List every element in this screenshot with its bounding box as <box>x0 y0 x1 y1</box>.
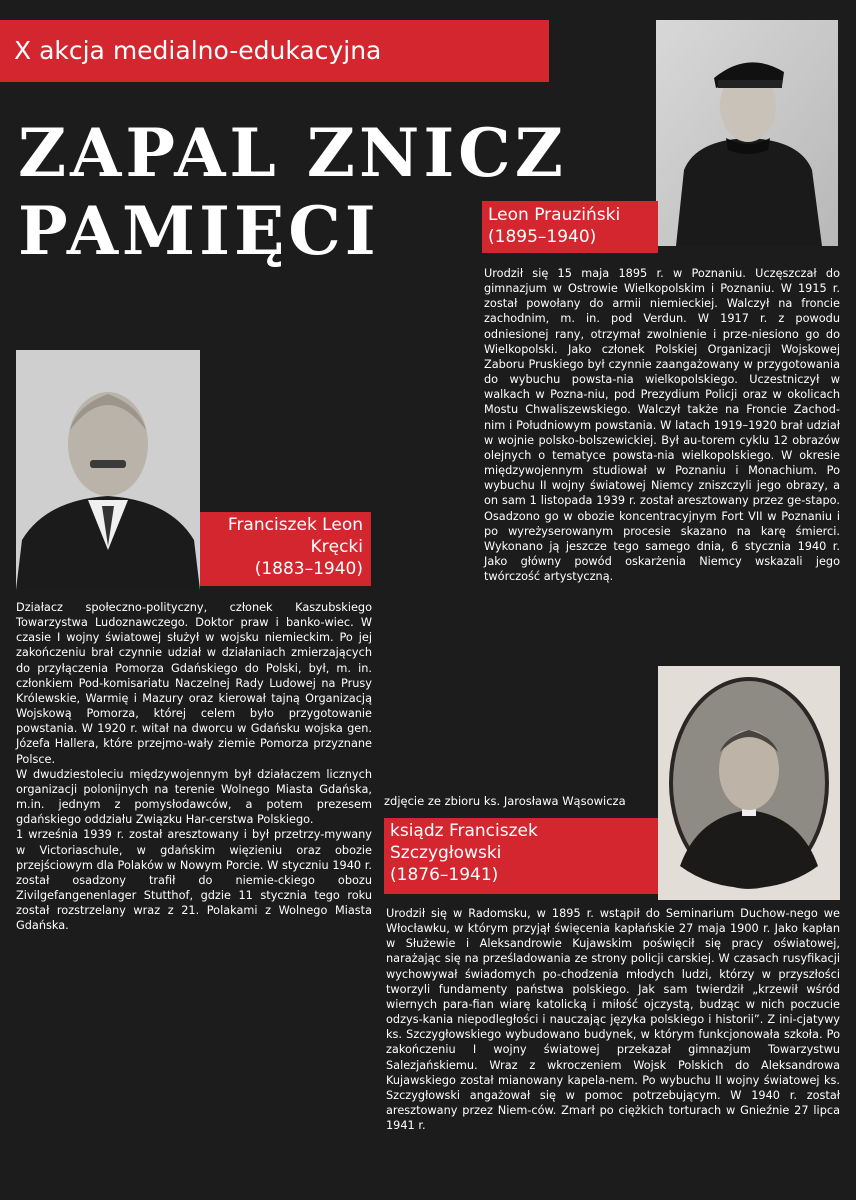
name-box-krecki <box>200 512 371 586</box>
poster-title-line-1: ZAPAL ZNICZ <box>18 114 567 192</box>
bio-paragraph: Urodził się 15 maja 1895 r. w Poznaniu. Uczęszczał do gimnazjum w Ostrowie Wielkopolskim i Poznaniu. W 1915 r. został powołany do armii niemieckiej. Walczył na froncie zachodnim, m. in. pod Verdun. W 1917 r. z powodu odniesionej rany, otrzymał zwolnienie i prze-niesiono go do Wielkopolski. Jako członek Polskiej Organizacji Wojskowej Zaboru Pruskiego był czynnie zaangażowany w przygotowania do wybuchu powsta-nia wielkopolskiego. Uczestniczył w walkach w Pozna-niu, pod Prezydium Policji oraz w okolicach Mostu Chwaliszewskiego. Walczył także na Froncie Zachod-nim i Południowym powstania. W latach 1919–1920 brał udział w wojnie polsko-bolszewickiej. Był au-torem cyklu 12 obrazów olejnych o tematyce powsta-nia wielkopolskiego. W okresie międzywojennym studiował w Poznaniu i Monachium. Po wybuchu II wojny światowej Niemcy zniszczyli jego obrazy, a on sam 1 listopada 1939 r. został aresztowany przez ge-stapo. Osadzono go w obozie koncentracyjnym Fort VII w Poznaniu i po wyreżyserowanym procesie skazano na karę śmierci. Wykonano ją jeszcze tego samego dnia, 6 stycznia 1940 r. Jako główny powód oskarżenia Niemcy wskazali jego twórczość artystyczną. <box>484 267 840 584</box>
bio-krecki <box>16 600 372 933</box>
portrait-photo-szczyglowski <box>658 666 840 900</box>
bio-paragraph: 1 września 1939 r. został aresztowany i był przetrzy-mywany w Victoriaschule, w gdańskim więzieniu oraz obozie przejściowym dla Polaków w Nowym Porcie. W styczniu 1940 r. został osadzony trafił do niemie-ckiego obozu Zivilgefangenenlager Stutthof, gdzie 11 stycznia tego roku został rozstrzelany wraz z 21. Polakami z Wolnego Miasta Gdańska. <box>16 828 372 933</box>
person-name-surname: Szczygłowski <box>390 843 502 863</box>
photo-caption: zdjęcie ze zbioru ks. Jarosława Wąsowicza <box>384 794 626 808</box>
bio-szczyglowski <box>386 906 840 1133</box>
person-dates: (1876–1941) <box>390 865 499 885</box>
person-dates: (1895–1940) <box>488 227 597 247</box>
person-name: ksiądz Franciszek <box>390 821 538 841</box>
portrait-photo-prauzinski <box>656 20 838 246</box>
poster-title-line-2: PAMIĘCI <box>18 192 380 270</box>
bio-paragraph: Działacz społeczno-polityczny, członek Kaszubskiego Towarzystwa Ludoznawczego. Doktor praw i banko-wiec. W czasie I wojny światowej służył w wojsku niemieckim. Po jej zakończeniu brał czynnie udział w działaniach zmierzających do przyłączenia Pomorza Gdańskiego do Polski, był, m. in. członkiem Pod-komisariatu Naczelnej Rady Ludowej na Prusy Królewskie, Warmię i Mazury oraz kierował tajną Organizacją Wojskową Pomorza, której celem było przygotowanie powstania. W 1920 r. witał na dworcu w Gdańsku wojska gen. Józefa Hallera, które przejmo-wały ziemie Pomorza przyznane Polsce. <box>16 601 372 766</box>
bio-prauzinski <box>484 266 840 584</box>
person-name-surname: Kręcki <box>310 537 363 557</box>
person-dates: (1883–1940) <box>254 559 363 579</box>
person-name: Franciszek Leon <box>227 515 363 535</box>
banner-text: X akcja medialno-edukacyjna <box>14 36 382 65</box>
header-banner <box>0 20 549 82</box>
portrait-photo-krecki <box>16 350 200 590</box>
bio-paragraph: Urodził się w Radomsku, w 1895 r. wstąpił do Seminarium Duchow-nego we Włocławku, w którym przyjął święcenia kapłańskie 27 maja 1900 r. Jako kapłan w Służewie i Aleksandrowie Kujawskim poświęcił się pracy oświatowej, narażając się na prześladowania ze strony policji carskiej. W czasach rusyfikacji wychowywał świadomych po-chodzenia młodych ludzi, którzy w przyszłości tworzyli fundamenty państwa polskiego. Jak sam twierdził „krzewił wśród wiernych para-fian wiarę katolicką i miłość ojczystą, budząc w nich poczucie odzys-kania niepodległości i nauczając języka polskiego i historii”. Z ini-cjatywy ks. Szczygłowskiego wybudowano budynek, w którym funkcjonowała szkoła. Po zakończeniu I wojny światowej przekazał gimnazjum Towarzystwu Salezjańskiemu. Wraz z wkroczeniem Wojsk Polskich do Aleksandrowa Kujawskiego został mianowany kapela-nem. Po wybuchu II wojny światowej ks. Szczygłowski angażował się w pomoc potrzebującym. W 1940 r. został aresztowany przez Niem-ców. Zmarł po ciężkich torturach w Gnieźnie 27 lipca 1941 r. <box>386 907 840 1133</box>
name-box-szczyglowski <box>384 818 658 894</box>
person-name: Leon Prauziński <box>488 205 621 225</box>
bio-paragraph: W dwudziestoleciu międzywojennym był działaczem licznych organizacji polonijnych na terenie Wolnego Miasta Gdańska, m.in. jednym z pomysłodawców, a potem prezesem gdańskiego oddziału Związku Har-cerstwa Polskiego. <box>16 767 372 827</box>
name-box-prauzinski <box>482 201 658 253</box>
